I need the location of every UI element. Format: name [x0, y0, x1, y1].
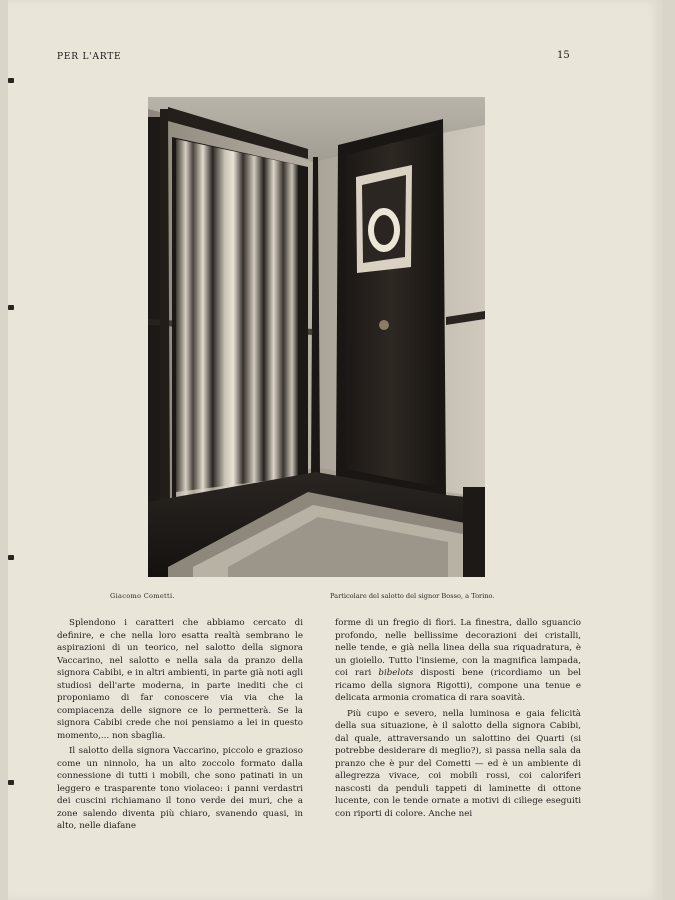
running-title: PER L'ARTE [57, 52, 122, 62]
paragraph: Più cupo e severo, nella luminosa e gaia felicità della sua situazione, è il salotto della signora Cabibi, dal quale, attraversando un salottino dei Quarti (si potrebbe desiderare di meglio?), si passa nella sala da pranzo che è pur del Cometti — ed è un ambiente di allegrezza vivace, coi mobili rossi, coi caloriferi nascosti da penduli tappeti di laminette di ottone lucente, con le tende ornate a motivi di ciliege eseguiti con riporti di colore. Anche nei [335, 708, 581, 819]
paragraph-text: forme di un fregio di fiori. La finestra, dallo sguancio profondo, nelle bellissime decorazioni dei cristalli, nelle tende, e già nella linea della sua riquadratura, è un gioiello. Tutto l'insieme, con la magnifica lampada, coi rari [335, 618, 581, 678]
italic-term: bibelots [378, 668, 414, 678]
binding-mark [8, 305, 14, 310]
binding-mark [8, 555, 14, 560]
binding-mark [8, 780, 14, 785]
paragraph: Splendono i caratteri che abbiamo cercato di definire, e che nella loro esatta realtà sembrano le aspirazioni di un teorico, nel salotto della signora Vaccarino, nel salotto e nella sala da pranzo della signora Cabibi, e in altri ambienti, in parte già noti agli studiosi dell'arte moderna, in parte inediti che ci proponiamo di far conoscere via via che la compiacenza delle signore ce lo permetterà. Se la signora Cabibi crede che noi pensiamo a lei in questo momento,... non sbaglia. [57, 618, 303, 741]
left-text-column [57, 617, 303, 833]
caption-author: Giacomo Cometti. [110, 592, 175, 600]
paragraph [335, 617, 581, 705]
paragraph-text: disposti bene (ricordiamo un bel ricamo della signora Rigotti), compone una tenue e delicata armonia cromatica di rara soavità. [335, 668, 581, 703]
caption-description: Particolare del salotto del signor Bosso, a Torino. [330, 592, 495, 600]
binding-mark [8, 78, 14, 83]
page-number: 15 [557, 50, 570, 61]
salon-photograph [148, 97, 485, 577]
right-text-column [335, 617, 581, 820]
paragraph: Il salotto della signora Vaccarino, piccolo e grazioso come un ninnolo, ha un alto zoccolo formato dalla connessione di tutti i mobili, che sono patinati in un leggero e trasparente tono violaceo: i panni verdastri dei cuscini richiamano il tono verde dei muri, che a zone salendo diventa più chiaro, svanendo quasi, in alto, nelle diafane [57, 746, 303, 831]
